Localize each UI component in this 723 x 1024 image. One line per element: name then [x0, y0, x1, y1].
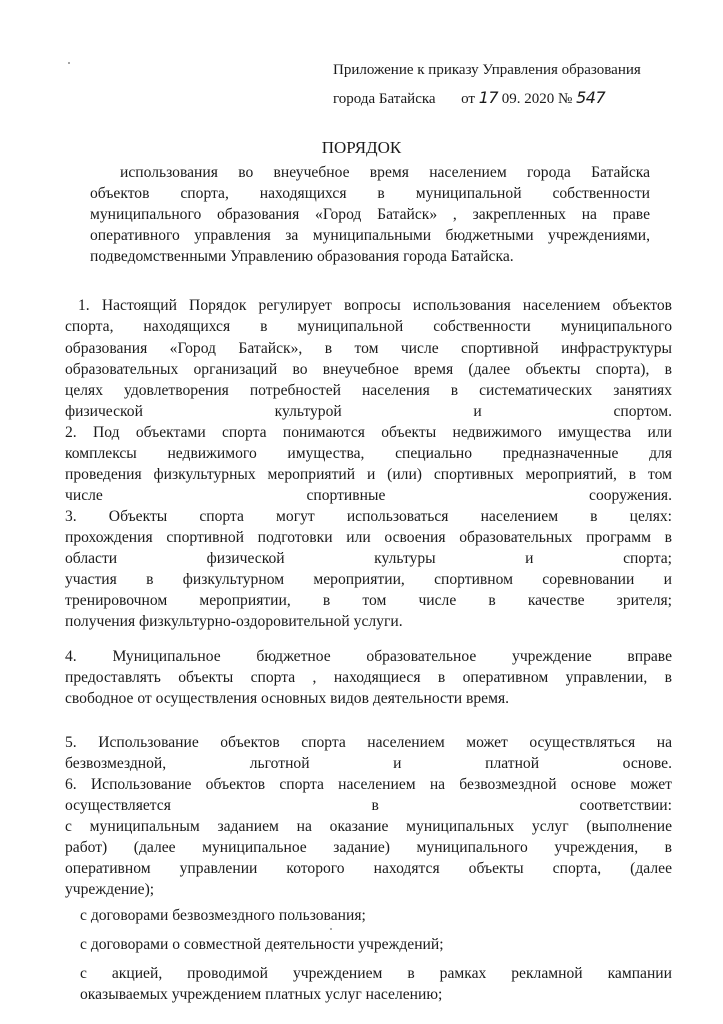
body-line-14: участия в физкультурном мероприятии, спортивном соревновании и	[65, 571, 672, 588]
header-line-1: Приложение к приказу Управления образования	[333, 62, 641, 78]
body-line-19: свободное от осуществления основных видов деятельности время.	[65, 690, 510, 707]
body-line-28: с договорами безвозмездного пользования;	[80, 907, 366, 924]
body-line-20: 5. Использование объектов спорта населением может осуществляться на	[65, 734, 672, 751]
body-line-23: осуществляется в соответствии:	[65, 797, 672, 814]
body-line-1: 1. Настоящий Порядок регулирует вопросы использования населением объектов	[78, 297, 672, 314]
body-line-9: проведения физкультурных мероприятий и (или) спортивных мероприятий, в том	[65, 466, 672, 483]
body-line-18: предоставлять объекты спорта , находящиеся в оперативном управлении, в	[65, 669, 672, 686]
subtitle-line-5: подведомственными Управлению образования города Батайска.	[90, 248, 514, 265]
body-line-10: числе спортивные сооружения.	[65, 487, 672, 504]
body-line-27: учреждение);	[65, 881, 155, 898]
body-line-22: 6. Использование объектов спорта населением на безвозмездной основе может	[65, 776, 672, 793]
scan-speck	[330, 928, 332, 930]
body-line-4: образовательных организаций во внеучебное время (далее объекты спорта), в	[65, 361, 672, 378]
body-line-25: работ) (далее муниципальное задание) муниципального учреждения, в	[65, 839, 672, 856]
body-line-2: спорта, находящихся в муниципальной собственности муниципального	[65, 318, 672, 335]
header-line-2	[333, 88, 605, 109]
body-line-21: безвозмездной, льготной и платной основе.	[65, 755, 672, 772]
header-date-prefix: от	[461, 91, 475, 107]
subtitle-line-4: оперативного управления за муниципальными бюджетными учреждениями,	[90, 227, 650, 244]
document-title: ПОРЯДОК	[321, 138, 402, 157]
body-line-13: области физической культуры и спорта;	[65, 550, 672, 567]
body-line-30: с акцией, проводимой учреждением в рамках рекламной кампании	[80, 965, 672, 982]
body-line-31: оказываемых учреждением платных услуг населению;	[80, 986, 443, 1003]
body-line-7: 2. Под объектами спорта понимаются объекты недвижимого имущества или	[65, 424, 672, 441]
body-line-15: тренировочном мероприятии, в том числе в качестве зрителя;	[65, 592, 672, 609]
body-line-16: получения физкультурно-оздоровительной услуги.	[65, 613, 403, 630]
body-line-26: оперативном управлении которого находятся объекты спорта, (далее	[65, 860, 672, 877]
body-line-6: физической культурой и спортом.	[65, 403, 672, 420]
handwritten-day: 17	[478, 88, 499, 107]
subtitle-line-1: использования во внеучебное время населением города Батайска	[120, 164, 650, 181]
body-line-12: прохождения спортивной подготовки или освоения образовательных программ в	[65, 529, 672, 546]
subtitle-line-3: муниципального образования «Город Батайск» , закрепленных на праве	[90, 206, 650, 223]
handwritten-number: 547	[576, 88, 606, 107]
subtitle-line-2: объектов спорта, находящихся в муниципальной собственности	[90, 185, 650, 202]
body-line-24: с муниципальным заданием на оказание муниципальных услуг (выполнение	[65, 818, 672, 835]
body-line-17: 4. Муниципальное бюджетное образовательное учреждение вправе	[65, 648, 672, 665]
header-date-rest: 09. 2020 №	[501, 91, 573, 107]
scan-speck	[68, 62, 70, 64]
body-line-5: целях удовлетворения потребностей населения в систематических занятиях	[65, 382, 672, 399]
body-line-3: образования «Город Батайск», в том числе спортивной инфраструктуры	[65, 340, 672, 357]
body-line-29: с договорами о совместной деятельности учреждений;	[80, 936, 444, 953]
body-line-8: комплексы недвижимого имущества, специально предназначенные для	[65, 445, 672, 462]
header-city: города Батайска	[333, 91, 436, 107]
body-line-11: 3. Объекты спорта могут использоваться населением в целях:	[65, 508, 672, 525]
